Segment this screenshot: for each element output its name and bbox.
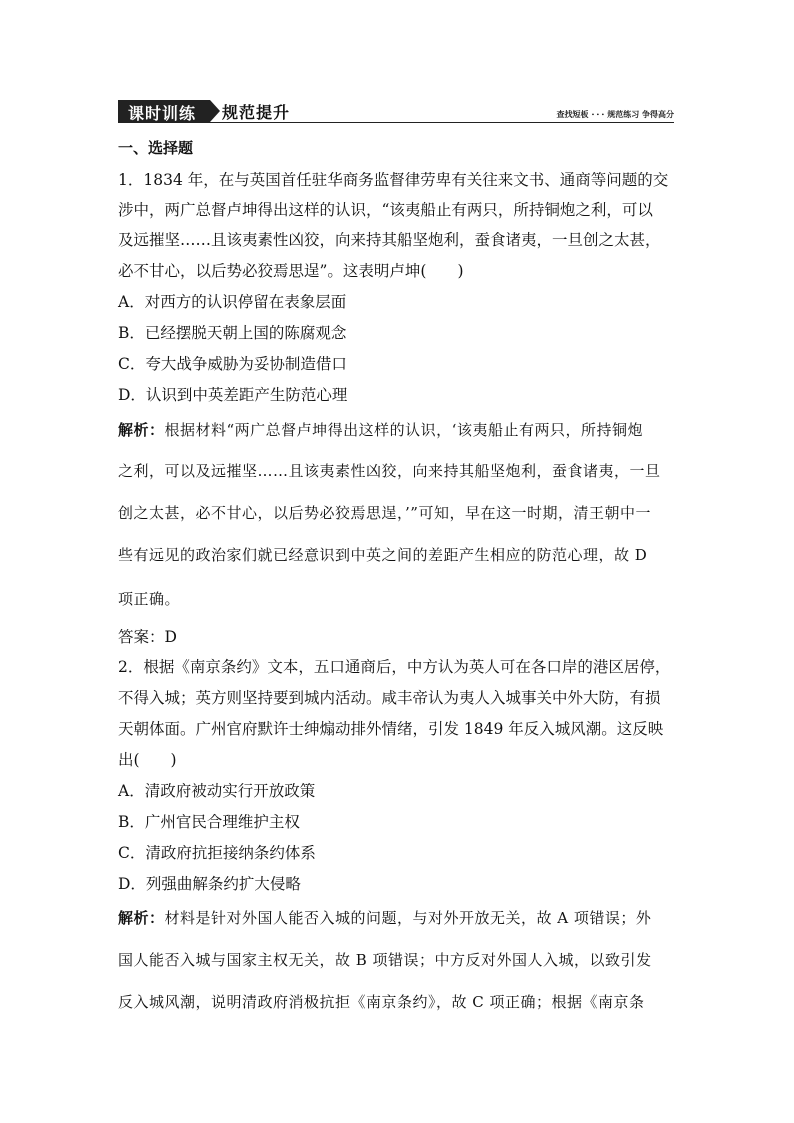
header-title: 规范提升: [222, 103, 291, 122]
q1-stem-line-2: 涉中，两广总督卢坤得出这样的认识，“该夷船止有两只，所持铜炮之利，可以: [118, 201, 653, 219]
q1-analysis-line-1: [118, 420, 643, 440]
q2-analysis-text-1: 材料是针对外国人能否入城的问题，与对外开放无关，故 A 项错误；外: [164, 909, 652, 927]
q1-analysis-line-4: 些有远见的政治家们就已经意识到中英之间的差距产生相应的防范心理，故 D: [118, 546, 648, 564]
q2-stem-line-4: 出( ): [118, 751, 177, 769]
q1-stem-line-4: 必不甘心，以后势必狡焉思逞”。这表明卢坤( ): [118, 262, 464, 280]
q1-analysis-line-2: 之利，可以及远摧坚……且该夷素性凶狡，向来持其船坚炮利，蚕食诸夷，一旦: [118, 462, 661, 480]
page-header: [118, 100, 674, 124]
q2-analysis-label: 解析：: [118, 909, 165, 927]
section-title: 一、选择题: [118, 139, 194, 157]
q1-analysis-text-1: 根据材料“两广总督卢坤得出这样的认识，‘该夷船止有两只，所持铜炮: [164, 421, 643, 439]
q1-option-c: C．夸大战争威胁为妥协制造借口: [118, 355, 347, 373]
header-tag-label: 课时训练: [128, 104, 197, 123]
q2-stem-line-1: 2．根据《南京条约》文本，五口通商后，中方认为英人可在各口岸的港区居停，: [118, 658, 671, 676]
header-slogan-dots: • • •: [591, 112, 605, 118]
header-slogan: [557, 109, 674, 120]
q1-analysis-line-3: 创之太甚，必不甘心，以后势必狡焉思逞，’”可知，早在这一时期，清王朝中一: [118, 504, 651, 522]
q2-analysis-line-1: [118, 908, 651, 928]
q1-option-b: B．已经摆脱天朝上国的陈腐观念: [118, 324, 347, 342]
q2-option-b: B．广州官民合理维护主权: [118, 813, 300, 831]
q2-option-d: D．列强曲解条约扩大侵略: [118, 875, 301, 893]
q1-answer: 答案：D: [118, 628, 177, 646]
q2-stem-line-3: 天朝体面。广州官府默许士绅煽动排外情绪，引发 1849 年反入城风潮。这反映: [118, 720, 664, 738]
header-tag: [118, 100, 210, 122]
header-slogan-a: 查找短板: [556, 109, 589, 119]
q1-analysis-label: 解析：: [118, 421, 165, 439]
q2-stem-line-2: 不得入城；英方则坚持要到城内活动。咸丰帝认为夷人入城事关中外大防，有损: [118, 689, 661, 707]
q2-option-c: C．清政府抗拒接纳条约体系: [118, 844, 316, 862]
q2-option-a: A．清政府被动实行开放政策: [118, 782, 316, 800]
q1-stem-line-3: 及远摧坚……且该夷素性凶狡，向来持其船坚炮利，蚕食诸夷，一旦创之太甚，: [118, 231, 661, 249]
q2-analysis-line-2: 国人能否入城与国家主权无关，故 B 项错误；中方反对外国人入城，以致引发: [118, 951, 652, 969]
q1-option-a: A．对西方的认识停留在表象层面: [118, 293, 347, 311]
q1-analysis-line-5: 项正确。: [118, 590, 181, 608]
header-slogan-b: 规范练习 争得高分: [607, 109, 674, 119]
q1-stem-line-1: 1．1834 年，在与英国首任驻华商务监督律劳卑有关往来文书、通商等问题的交: [118, 171, 669, 189]
q2-analysis-line-3: 反入城风潮，说明清政府消极抗拒《南京条约》，故 C 项正确；根据《南京条: [118, 993, 645, 1011]
q1-option-d: D．认识到中英差距产生防范心理: [118, 386, 348, 404]
header-rule: [118, 122, 674, 123]
